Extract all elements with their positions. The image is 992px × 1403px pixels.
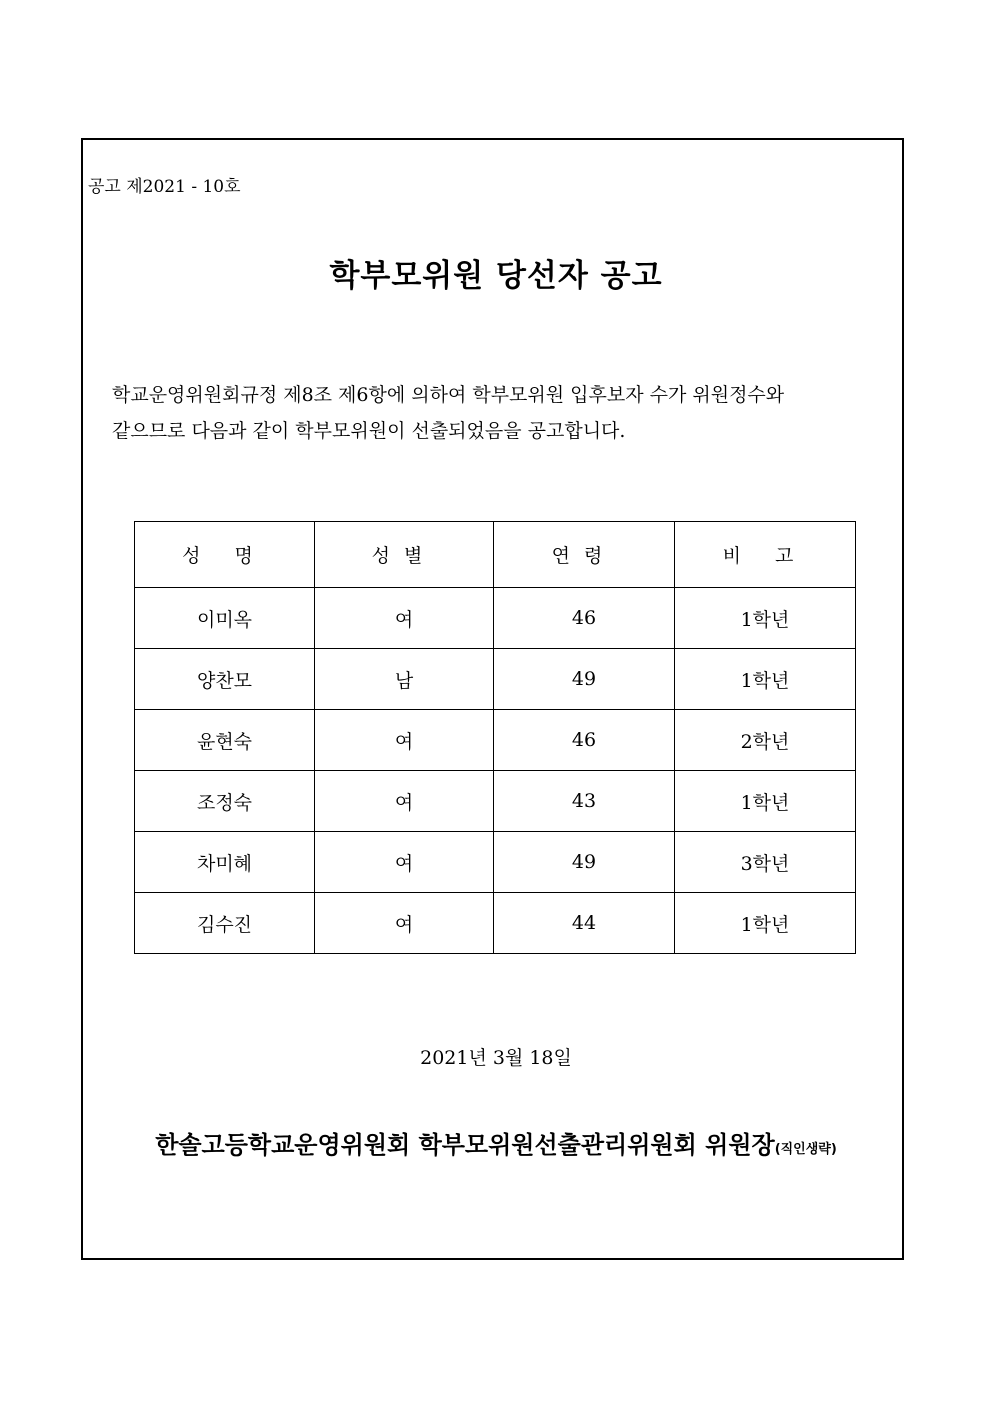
- cell-age: 46: [494, 588, 675, 649]
- cell-age: 49: [494, 649, 675, 710]
- header-name: 성 명: [135, 522, 315, 588]
- cell-gender: 여: [315, 771, 494, 832]
- cell-name: 차미혜: [135, 832, 315, 893]
- body-line-1: 학교운영위원회규정 제8조 제6항에 의하여 학부모위원 입후보자 수가 위원정수와: [112, 384, 785, 406]
- table-row: [135, 588, 856, 649]
- announcement-date: 2021년 3월 18일: [420, 1047, 572, 1069]
- cell-age: 46: [494, 710, 675, 771]
- cell-name: 이미옥: [135, 588, 315, 649]
- table-row: [135, 832, 856, 893]
- notice-number: 공고 제2021 - 10호: [88, 177, 241, 197]
- header-age: 연령: [494, 522, 675, 588]
- seal-omitted-note: (직인생략): [774, 1142, 837, 1157]
- cell-note: 1학년: [675, 588, 856, 649]
- cell-gender: 여: [315, 893, 494, 954]
- cell-age: 43: [494, 771, 675, 832]
- cell-age: 44: [494, 893, 675, 954]
- cell-name: 양찬모: [135, 649, 315, 710]
- cell-note: 1학년: [675, 649, 856, 710]
- cell-note: 1학년: [675, 893, 856, 954]
- document-title: 학부모위원 당선자 공고: [329, 258, 663, 294]
- cell-gender: 여: [315, 710, 494, 771]
- cell-note: 2학년: [675, 710, 856, 771]
- body-line-2: 같으므로 다음과 같이 학부모위원이 선출되었음을 공고합니다.: [112, 420, 626, 442]
- cell-gender: 남: [315, 649, 494, 710]
- table-header-row: [135, 522, 856, 588]
- cell-name: 조정숙: [135, 771, 315, 832]
- cell-name: 김수진: [135, 893, 315, 954]
- header-gender: 성별: [315, 522, 494, 588]
- cell-gender: 여: [315, 588, 494, 649]
- cell-name: 윤현숙: [135, 710, 315, 771]
- issuer-signature: [0, 1125, 992, 1160]
- cell-age: 49: [494, 832, 675, 893]
- cell-gender: 여: [315, 832, 494, 893]
- table-row: [135, 649, 856, 710]
- cell-note: 1학년: [675, 771, 856, 832]
- cell-note: 3학년: [675, 832, 856, 893]
- announcement-body: [112, 377, 887, 449]
- header-note: 비 고: [675, 522, 856, 588]
- table-row: [135, 771, 856, 832]
- table-row: [135, 710, 856, 771]
- elected-members-table: [134, 521, 856, 954]
- table-row: [135, 893, 856, 954]
- issuer-name: 한솔고등학교운영위원회 학부모위원선출관리위원회 위원장: [155, 1131, 775, 1159]
